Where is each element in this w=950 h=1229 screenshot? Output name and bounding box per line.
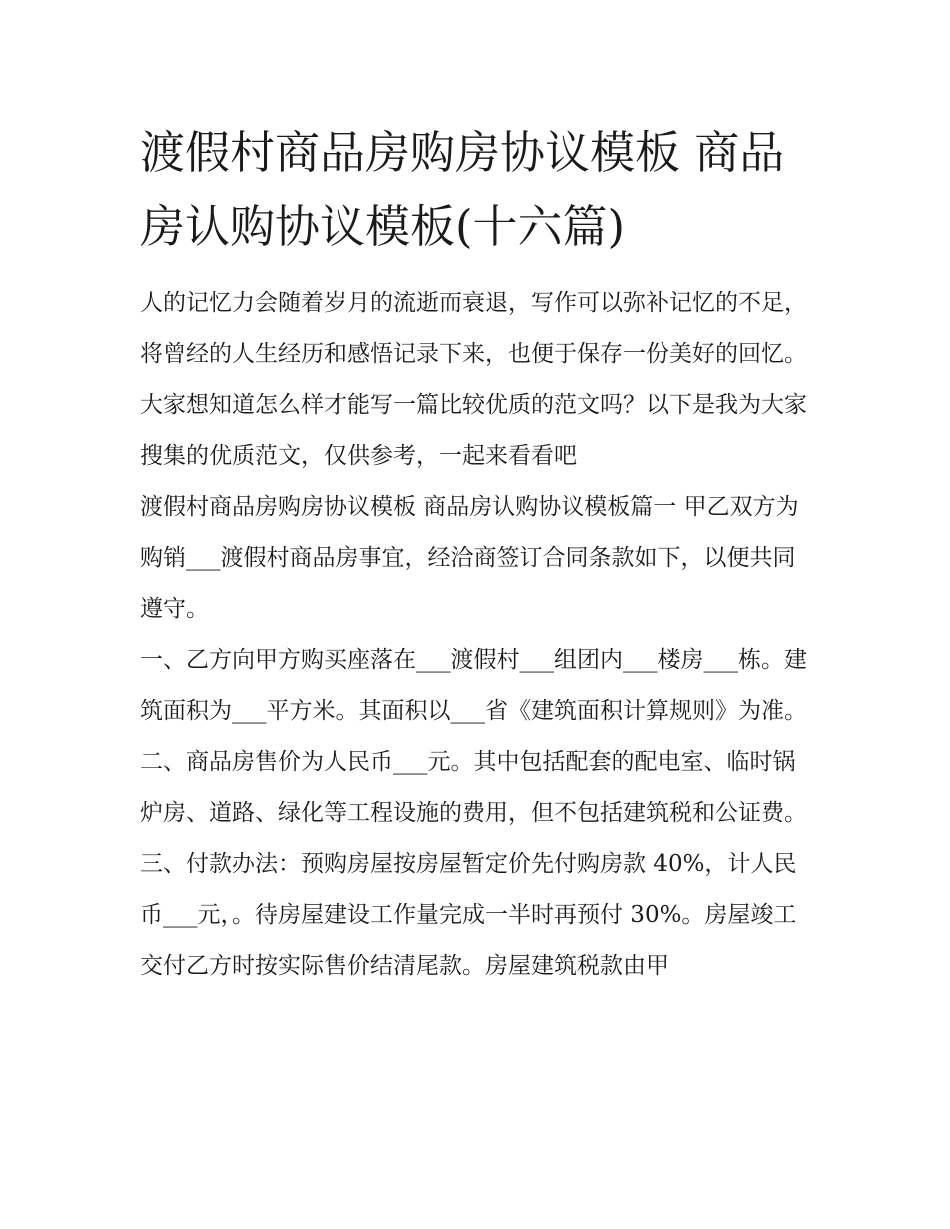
clause-two-paragraph: 二、商品房售价为人民币___元。其中包括配套的配电室、临时锅炉房、道路、绿化等工程设施的费用，但不包括建筑税和公证费。 xyxy=(140,749,807,826)
clause-three-paragraph: 三、付款办法：预购房屋按房屋暂定价先付购房款 40%，计人民币___元，。待房屋建设工作量完成一半时再预付 30%。房屋竣工交付乙方时按实际售价结清尾款。房屋建筑税款由甲 xyxy=(140,851,797,979)
document-title: 渡假村商品房购房协议模板 商品房认购协议模板(十六篇) xyxy=(140,126,785,253)
intro-paragraph: 人的记忆力会随着岁月的流逝而衰退，写作可以弥补记忆的不足，将曾经的人生经历和感悟记录下来，也便于保存一份美好的回忆。大家想知道怎么样才能写一篇比较优质的范文吗？以下是我为大家搜集的优质范文，仅供参考，一起来看看吧 xyxy=(140,290,807,469)
clause-one-paragraph: 一、乙方向甲方购买座落在___渡假村___组团内___楼房___栋。建筑面积为___平方米。其面积以___省《建筑面积计算规则》为准。 xyxy=(140,647,807,724)
section-heading-paragraph: 渡假村商品房购房协议模板 商品房认购协议模板篇一 甲乙双方为购销___渡假村商品房事宜，经洽商签订合同条款如下，以便共同遵守。 xyxy=(140,494,799,622)
document-page xyxy=(140,116,812,992)
